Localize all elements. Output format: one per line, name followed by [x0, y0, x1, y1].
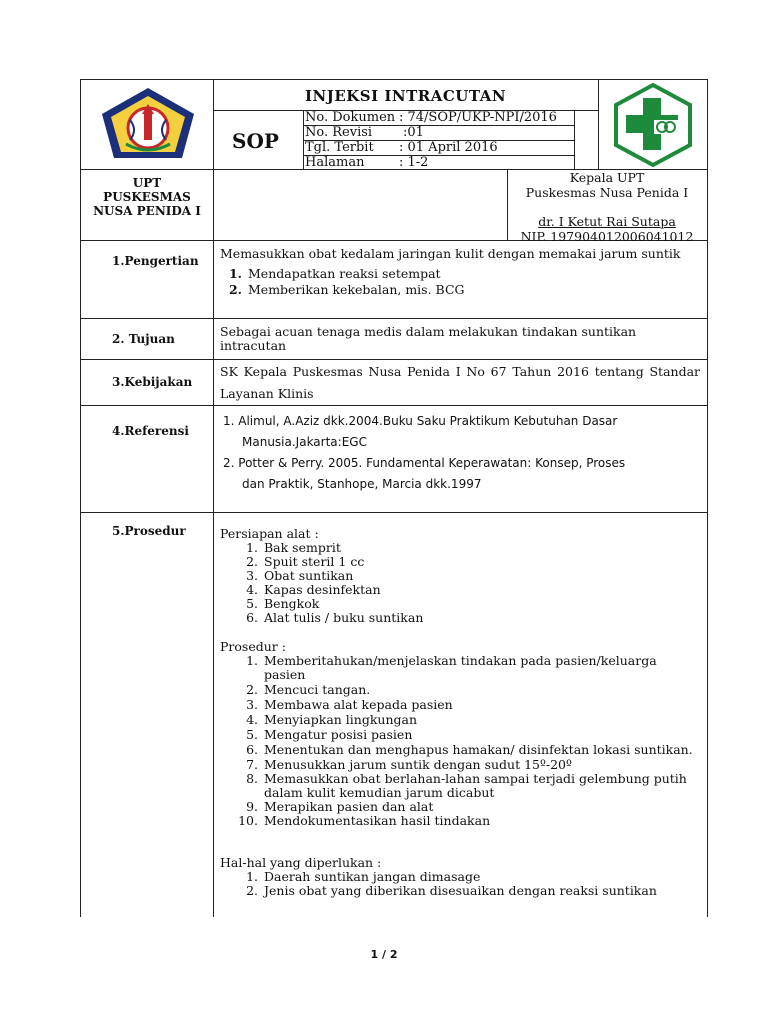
- list-item: [220, 683, 700, 697]
- signatory-nip: NIP. 197904012006041012: [520, 229, 694, 244]
- signatory-title: Kepala UPT: [569, 170, 645, 185]
- item-text: Mengatur posisi pasien: [264, 727, 413, 742]
- item-number: 3.: [246, 568, 258, 583]
- item-text: Jenis obat yang diberikan disesuaikan dengan reaksi suntikan: [264, 883, 657, 898]
- item-text: Kapas desinfektan: [264, 582, 381, 597]
- unit-line: NUSA PENIDA I: [93, 204, 201, 218]
- signatory-block: [508, 170, 706, 244]
- item-text: Memberikan kekebalan, mis. BCG: [248, 282, 465, 297]
- prosedur-heading: Prosedur :: [220, 639, 286, 654]
- item-text: Menentukan dan menghapus hamakan/ disinfektan lokasi suntikan.: [264, 742, 693, 757]
- tujuan-text: Sebagai acuan tenaga medis dalam melakukan tindakan suntikan intracutan: [220, 324, 637, 353]
- emblem-logo: [96, 84, 200, 162]
- alat-list: [220, 541, 700, 625]
- item-text: Bak semprit: [264, 540, 341, 555]
- section-label-kebijakan: 3.Kebijakan: [112, 375, 193, 389]
- list-item: [220, 611, 700, 625]
- item-text: Spuit steril 1 cc: [264, 554, 365, 569]
- item-number: 6.: [246, 610, 258, 625]
- section-body-pengertian: [220, 247, 690, 297]
- document-title: INJEKSI INTRACUTAN: [305, 87, 507, 105]
- pengertian-text: Memasukkan obat kedalam jaringan kulit dengan memakai jarum suntik: [220, 246, 681, 261]
- item-number: 1.: [228, 266, 242, 281]
- prosedur-steps: [220, 654, 700, 828]
- item-number: 2.: [246, 883, 258, 898]
- kebijakan-text: SK Kepala Puskesmas Nusa Penida I No 67 Tahun 2016 tentang Standar Layanan Klinis: [220, 364, 700, 401]
- list-item: [220, 713, 700, 727]
- hal-list: [220, 870, 700, 898]
- item-text: Mendokumentasikan hasil tindakan: [264, 813, 491, 828]
- meta-value: : 01 April 2016: [399, 140, 498, 155]
- reference-item: 1. Alimul, A.Aziz dkk.2004.Buku Saku Praktikum Kebutuhan Dasar: [223, 414, 618, 428]
- item-number: 7.: [246, 757, 258, 772]
- item-text: Bengkok: [264, 596, 320, 611]
- list-item: [220, 698, 700, 712]
- list-item: [220, 569, 700, 583]
- item-number: 2.: [246, 554, 258, 569]
- unit-name: [82, 176, 212, 218]
- unit-line: PUSKESMAS: [103, 190, 191, 204]
- list-item: [220, 541, 700, 555]
- meta-row-halaman: [305, 155, 428, 170]
- page-number: 1 / 2: [370, 948, 398, 961]
- item-text: Menusukkan jarum suntik dengan sudut 15º-20º: [264, 757, 572, 772]
- list-item: [220, 728, 700, 742]
- reference-item: 2. Potter & Perry. 2005. Fundamental Keperawatan: Konsep, Proses: [223, 456, 626, 470]
- meta-value: : 1-2: [399, 155, 429, 170]
- item-number: 1.: [246, 869, 258, 884]
- section-label-tujuan: 2. Tujuan: [112, 332, 175, 346]
- list-item: [220, 814, 700, 828]
- section-label-referensi: 4.Referensi: [112, 424, 189, 438]
- meta-key: No. Revisi: [305, 125, 373, 140]
- section-body-prosedur: [220, 527, 700, 898]
- list-item: [220, 800, 700, 814]
- sop-label: SOP: [232, 129, 279, 153]
- item-text: Obat suntikan: [264, 568, 354, 583]
- item-number: 8.: [246, 771, 258, 786]
- item-number: 1.: [246, 653, 258, 668]
- item-number: 5.: [246, 727, 258, 742]
- item-text: Membawa alat kepada pasien: [264, 697, 453, 712]
- item-text: Daerah suntikan jangan dimasage: [264, 869, 481, 884]
- meta-row-terbit: [305, 140, 498, 155]
- list-item: [220, 583, 700, 597]
- reference-item-cont: dan Praktik, Stanhope, Marcia dkk.1997: [242, 477, 482, 491]
- item-number: 4.: [246, 712, 258, 727]
- section-label-pengertian: 1.Pengertian: [112, 254, 199, 268]
- list-item: [220, 772, 700, 800]
- meta-key: No. Dokumen: [305, 110, 396, 125]
- section-label-prosedur: 5.Prosedur: [112, 524, 186, 538]
- item-text: Mendapatkan reaksi setempat: [248, 266, 441, 281]
- list-item: [220, 743, 700, 757]
- meta-row-revisi: [305, 125, 424, 140]
- item-number: 3.: [246, 697, 258, 712]
- item-number: 2.: [228, 282, 242, 297]
- item-number: 2.: [246, 682, 258, 697]
- hal-heading: Hal-hal yang diperlukan :: [220, 855, 382, 870]
- list-item: [220, 555, 700, 569]
- item-text: Menyiapkan lingkungan: [264, 712, 418, 727]
- list-item: [220, 267, 690, 281]
- alat-heading: Persiapan alat :: [220, 526, 319, 541]
- item-number: 9.: [246, 799, 258, 814]
- item-number: 1.: [246, 540, 258, 555]
- list-item: [220, 597, 700, 611]
- list-item: [220, 654, 700, 682]
- item-text: Memasukkan obat berlahan-lahan sampai terjadi gelembung putih dalam kulit kemudian jarum dicabut: [264, 771, 687, 800]
- item-text: Merapikan pasien dan alat: [264, 799, 434, 814]
- meta-row-dokumen: [305, 110, 557, 125]
- section-body-referensi: [223, 411, 703, 495]
- item-number: 6.: [246, 742, 258, 757]
- meta-key: Halaman: [305, 155, 365, 170]
- meta-value: : 74/SOP/UKP-NPI/2016: [399, 110, 557, 125]
- list-item: [220, 758, 700, 772]
- signatory-name: dr. I Ketut Rai Sutapa: [538, 214, 676, 229]
- item-number: 4.: [246, 582, 258, 597]
- unit-line: UPT: [132, 176, 162, 190]
- meta-key: Tgl. Terbit: [305, 140, 374, 155]
- item-number: 5.: [246, 596, 258, 611]
- meta-value: :01: [403, 125, 424, 140]
- item-text: Alat tulis / buku suntikan: [264, 610, 424, 625]
- list-item: [220, 870, 700, 884]
- list-item: [220, 283, 690, 297]
- puskesmas-logo: [610, 82, 696, 168]
- item-number: 10.: [238, 813, 258, 828]
- list-item: [220, 884, 700, 898]
- signatory-office: Puskesmas Nusa Penida I: [525, 185, 689, 200]
- reference-item-cont: Manusia.Jakarta:EGC: [242, 435, 367, 449]
- item-text: Memberitahukan/menjelaskan tindakan pada pasien/keluarga pasien: [264, 653, 657, 682]
- item-text: Mencuci tangan.: [264, 682, 371, 697]
